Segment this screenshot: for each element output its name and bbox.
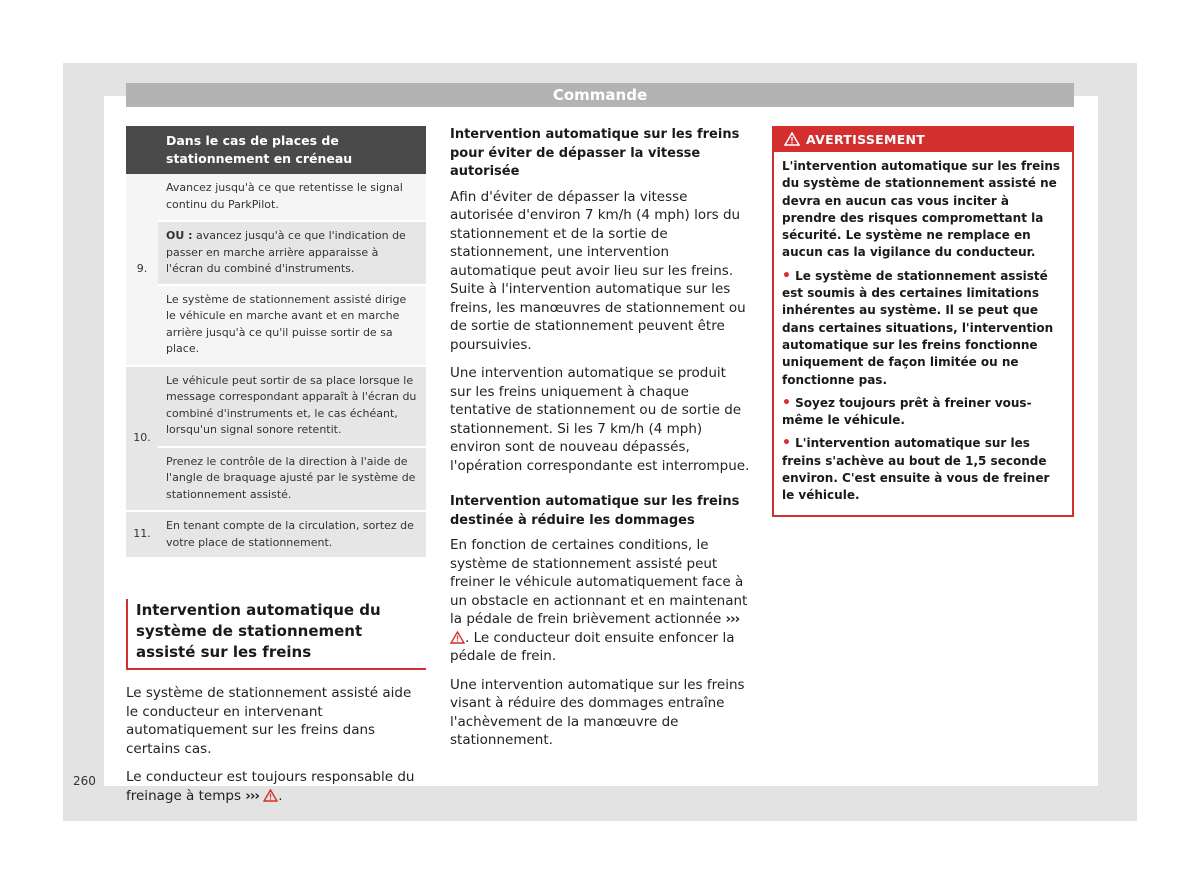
warning-triangle-icon — [450, 631, 465, 644]
warning-bullet — [782, 435, 1064, 504]
damage-text-b: . Le conducteur doit ensuite enfoncer la pédale de frein. — [450, 629, 735, 664]
step-text: En tenant compte de la circulation, sortez de votre place de stationnement. — [158, 512, 426, 559]
warning-header — [774, 128, 1072, 152]
speed-paragraph-2: Une intervention automatique se produit sur les freins uniquement à chaque tentative de stationnement ou de sortie de stationnement. Si les 7 km/h (4 mph) environ sont de nouveau dépassés, l'opération correspondante est interrompue. — [450, 365, 750, 474]
steps-table — [126, 126, 426, 559]
warning-bullet-text: L'intervention automatique sur les freins s'achève au bout de 1,5 seconde environ. C'est ensuite à vous de freiner le véhicule. — [782, 436, 1050, 503]
warning-triangle-icon — [784, 132, 800, 146]
sentence-end: . — [278, 787, 283, 804]
warning-bullet-text: Le système de stationnement assisté est soumis à des certaines limitations inhérentes au système. Il se peut que dans certaines situations, l'intervention automatique sur les freins fonctionne uniquement de façon limitée ou ne fonctionne pas. — [782, 268, 1054, 387]
step-text: Le système de stationnement assisté dirige le véhicule en marche avant et en marche arrière jusqu'à ce qu'il puisse sortir de sa place. — [158, 286, 426, 367]
section-title: Intervention automatique du système de stationnement assisté sur les freins — [126, 599, 426, 670]
page-number: 260 — [73, 774, 96, 788]
warning-bullet-text: Soyez toujours prêt à freiner vous-même le véhicule. — [782, 395, 1032, 428]
step-text-rest: avancez jusqu'à ce que l'indication de passer en marche arrière apparaisse à l'écran du combiné d'instruments. — [166, 229, 406, 275]
step-number: 9. — [126, 174, 158, 367]
table-row — [126, 174, 426, 222]
table-header-row — [126, 126, 426, 174]
table-row — [126, 512, 426, 559]
table-row — [126, 222, 426, 286]
step-number: 10. — [126, 367, 158, 513]
warning-triangle-icon — [263, 789, 278, 802]
subsection-title-speed: Intervention automatique sur les freins pour éviter de dépasser la vitesse autorisée — [450, 127, 740, 179]
bullet-icon: • — [782, 394, 791, 411]
bullet-icon: • — [782, 267, 791, 284]
left-column — [126, 126, 426, 815]
step-number: 11. — [126, 512, 158, 559]
damage-paragraph-1 — [450, 536, 750, 666]
warning-bullet — [782, 395, 1064, 430]
table-row — [126, 448, 426, 513]
table-heading: Dans le cas de places de stationnement en créneau — [158, 126, 426, 174]
step-text — [158, 222, 426, 286]
chapter-header: Commande — [126, 83, 1074, 107]
middle-column — [450, 126, 750, 760]
table-row — [126, 286, 426, 367]
damage-text-a: En fonction de certaines conditions, le système de stationnement assisté peut freiner le véhicule automatiquement face à un obstacle en actionnant et en maintenant la pédale de frein brièvement actionnée — [450, 537, 748, 627]
warning-body — [774, 152, 1072, 515]
more-arrows-icon[interactable]: ››› — [725, 611, 740, 627]
subsection-title-damage: Intervention automatique sur les freins destinée à réduire les dommages — [450, 494, 740, 528]
step-text: Avancez jusqu'à ce que retentisse le signal continu du ParkPilot. — [158, 174, 426, 222]
table-row — [126, 367, 426, 448]
or-label: OU : — [166, 229, 193, 242]
bullet-icon: • — [782, 435, 791, 452]
damage-paragraph-2: Une intervention automatique sur les freins visant à réduire des dommages entraîne l'achèvement de la manœuvre de stationnement. — [450, 676, 745, 748]
speed-paragraph-1: Afin d'éviter de dépasser la vitesse autorisée d'environ 7 km/h (4 mph) lors du stationnement et de la sortie de stationnement, une intervention automatique peut avoir lieu sur les freins. Suite à l'intervention automatique sur les freins, les manœuvres de stationnement ou de sortie de stationnement peuvent être poursuivies. — [450, 188, 746, 353]
intro-paragraph: Le système de stationnement assisté aide le conducteur en intervenant automatiquement sur les freins dans certains cas. — [126, 685, 412, 757]
right-column — [772, 126, 1074, 517]
responsibility-text: Le conducteur est toujours responsable du freinage à temps — [126, 769, 415, 804]
table-header-num — [126, 126, 158, 174]
warning-box — [772, 126, 1074, 517]
step-text: Le véhicule peut sortir de sa place lorsque le message correspondant apparaît à l'écran du combiné d'instruments et, le cas échéant, lorsqu'un signal sonore retentit. — [158, 367, 426, 448]
warning-title: AVERTISSEMENT — [806, 132, 926, 147]
warning-intro: L'intervention automatique sur les freins du système de stationnement assisté ne devra en aucun cas vous inciter à prendre des risques compromettant la sécurité. Le système ne remplace en aucun cas la vigilance du conducteur. — [782, 159, 1061, 260]
warning-bullet — [782, 268, 1064, 389]
responsibility-paragraph — [126, 768, 426, 805]
step-text: Prenez le contrôle de la direction à l'aide de l'angle de braquage ajusté par le système de stationnement assisté. — [158, 448, 426, 513]
more-arrows-icon[interactable]: ››› — [245, 787, 259, 804]
